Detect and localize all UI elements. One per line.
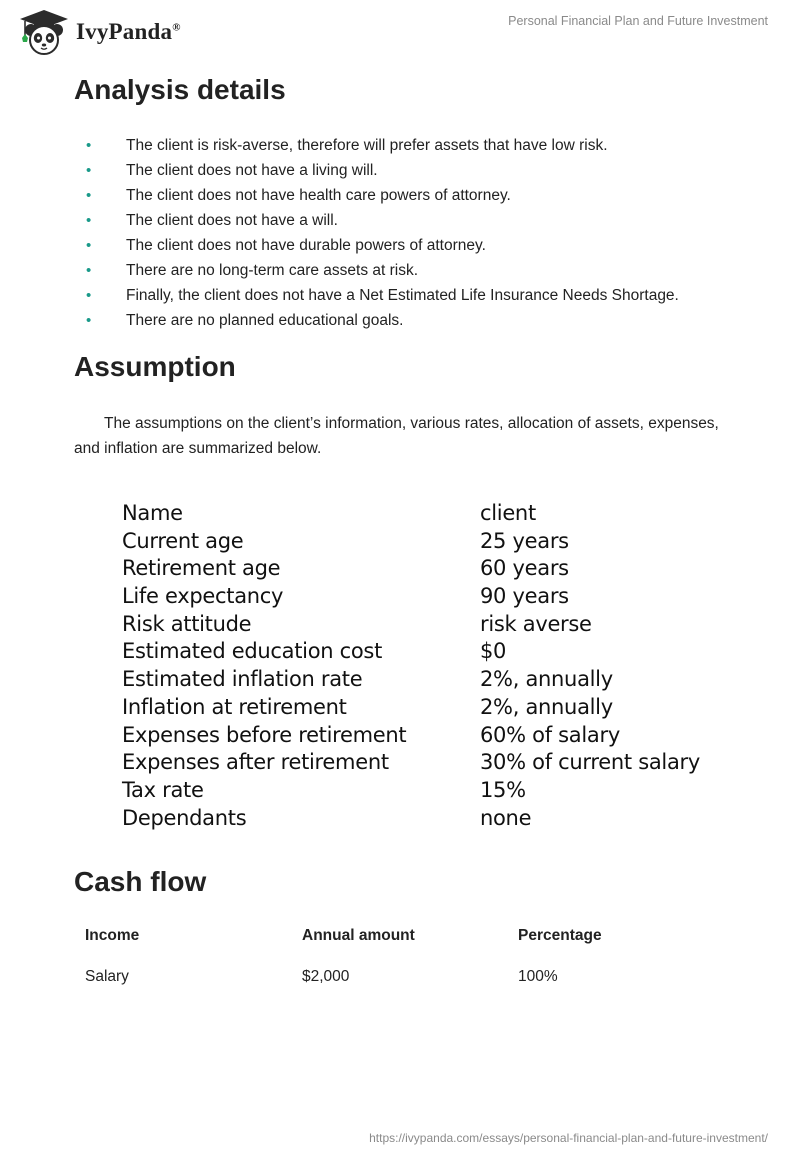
source-url[interactable]: https://ivypanda.com/essays/personal-financial-plan-and-future-investment/ <box>369 1131 768 1145</box>
bullet-icon: • <box>86 237 92 254</box>
row-value: 2%, annually <box>480 694 613 719</box>
row-label: Tax rate <box>122 777 204 802</box>
row-value: 25 years <box>480 528 569 553</box>
table-row <box>122 500 700 528</box>
table-row <box>122 583 700 611</box>
row-label: Estimated inflation rate <box>122 667 363 692</box>
list-item <box>84 158 679 183</box>
assumptions-table-image <box>122 500 700 832</box>
table-row <box>122 528 700 556</box>
table-row <box>122 638 700 666</box>
row-value: 2%, annually <box>480 667 613 692</box>
list-item <box>84 208 679 233</box>
list-item <box>84 233 679 258</box>
bullet-icon: • <box>86 312 92 329</box>
list-item <box>84 258 679 283</box>
list-item-text: There are no planned educational goals. <box>126 312 404 329</box>
table-cell: 100% <box>518 968 558 985</box>
assumption-paragraph: The assumptions on the client’s information, various rates, allocation of assets, expenses, and inflation are summarized below. <box>74 415 719 457</box>
table-row <box>122 694 700 722</box>
table-row <box>122 722 700 750</box>
bullet-icon: • <box>86 212 92 229</box>
row-value: risk averse <box>480 611 592 636</box>
table-row <box>122 777 700 805</box>
column-header-percentage: Percentage <box>518 927 602 944</box>
row-value: 30% of current salary <box>480 750 700 775</box>
list-item-text: The client is risk-averse, therefore will prefer assets that have low risk. <box>126 137 608 154</box>
cashflow-table <box>85 924 678 989</box>
row-value: none <box>480 805 532 830</box>
brand-name: IvyPanda® <box>76 19 181 44</box>
table-row <box>85 965 678 989</box>
analysis-list <box>84 133 679 333</box>
row-label: Life expectancy <box>122 584 284 609</box>
row-label: Inflation at retirement <box>122 694 347 719</box>
column-header-income: Income <box>85 927 140 944</box>
table-row <box>122 666 700 694</box>
bullet-icon: • <box>86 262 92 279</box>
bullet-icon: • <box>86 162 92 179</box>
document-title: Personal Financial Plan and Future Investment <box>508 14 768 28</box>
cashflow-heading: Cash flow <box>74 866 207 897</box>
ivypanda-logo[interactable] <box>16 8 181 56</box>
analysis-heading: Analysis details <box>74 74 286 105</box>
row-value: 15% <box>480 777 526 802</box>
row-label: Expenses after retirement <box>122 750 389 775</box>
bullet-icon: • <box>86 287 92 304</box>
row-label: Estimated education cost <box>122 639 383 664</box>
table-row <box>122 805 700 833</box>
assumption-heading: Assumption <box>74 351 236 382</box>
bullet-icon: • <box>86 137 92 154</box>
row-label: Risk attitude <box>122 611 252 636</box>
list-item-text: There are no long-term care assets at risk. <box>126 262 419 279</box>
row-value: 60 years <box>480 556 569 581</box>
panda-graduate-icon <box>16 8 72 56</box>
list-item-text: The client does not have a living will. <box>126 162 378 179</box>
row-label: Name <box>122 501 183 525</box>
column-header-annual-amount: Annual amount <box>302 927 415 944</box>
list-item <box>84 283 679 308</box>
row-value: 90 years <box>480 584 569 609</box>
table-row <box>122 749 700 777</box>
list-item <box>84 183 679 208</box>
list-item-text: The client does not have health care powers of attorney. <box>126 187 511 204</box>
list-item-text: The client does not have durable powers of attorney. <box>126 237 486 254</box>
row-label: Retirement age <box>122 556 281 581</box>
bullet-icon: • <box>86 187 92 204</box>
list-item <box>84 308 679 333</box>
row-value: 60% of salary <box>480 722 620 747</box>
list-item <box>84 133 679 158</box>
table-cell: $2,000 <box>302 968 350 985</box>
list-item-text: Finally, the client does not have a Net Estimated Life Insurance Needs Shortage. <box>126 287 679 304</box>
row-label: Dependants <box>122 805 247 830</box>
table-row <box>122 611 700 639</box>
table-header-row <box>85 924 678 948</box>
list-item-text: The client does not have a will. <box>126 212 338 229</box>
page-header <box>0 0 800 64</box>
row-value: $0 <box>480 639 507 664</box>
row-value: client <box>480 501 536 525</box>
row-label: Current age <box>122 528 244 553</box>
table-cell: Salary <box>85 968 129 985</box>
table-row <box>122 555 700 583</box>
row-label: Expenses before retirement <box>122 722 407 747</box>
